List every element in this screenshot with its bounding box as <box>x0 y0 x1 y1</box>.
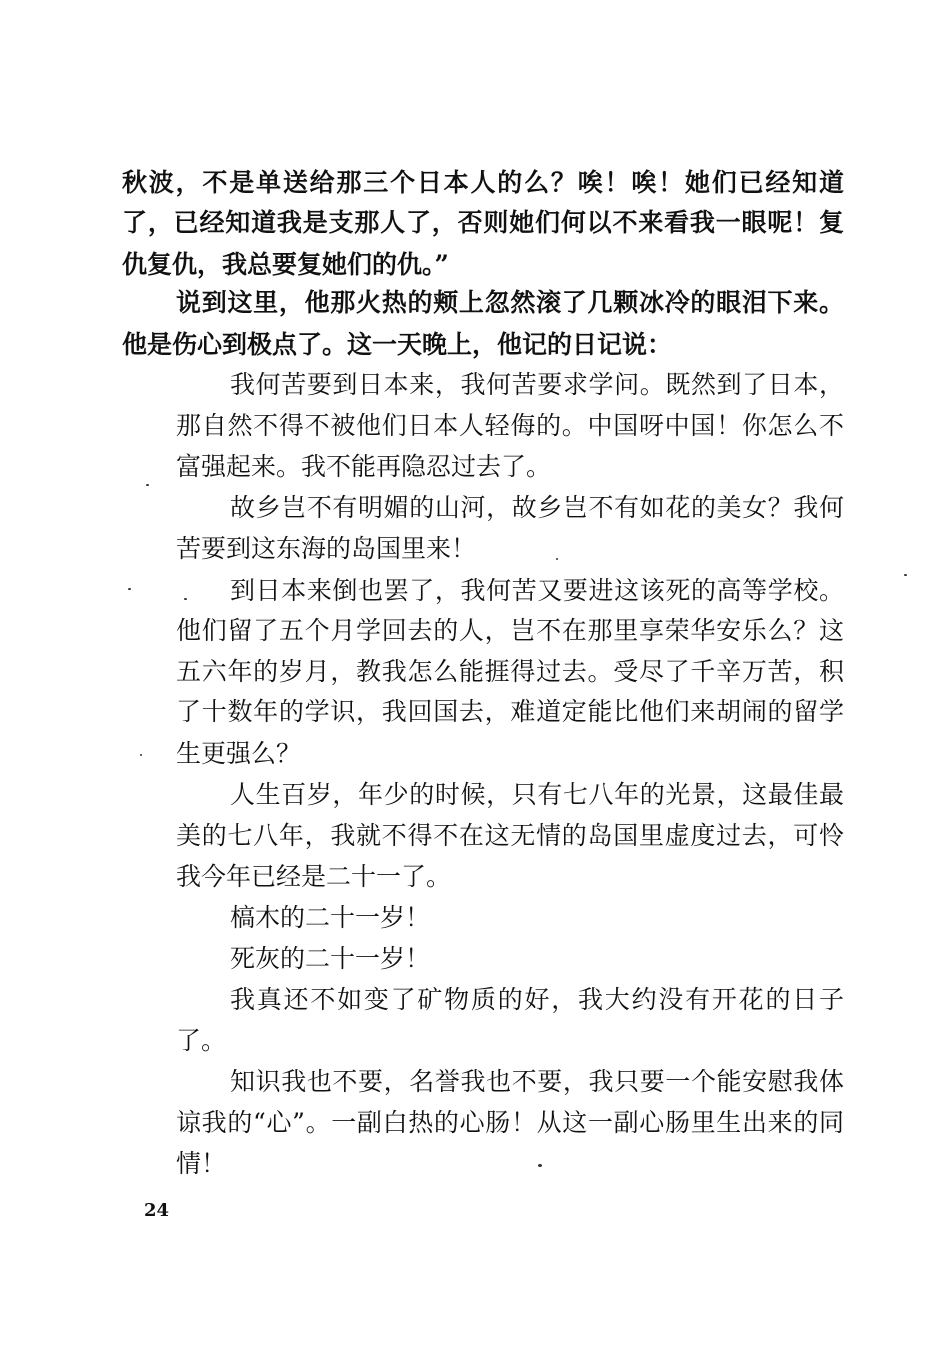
text-line: 我真还不如变了矿物质的好，我大约没有开花的日子 <box>230 985 844 1014</box>
text-line: 苦要到这东海的岛国里来！ <box>176 534 477 563</box>
scan-speck <box>140 754 142 756</box>
text-line: 说到这里，他那火热的颊上忽然滚了几颗冰冷的眼泪下来。 <box>176 288 844 317</box>
text-line: 故乡岂不有明媚的山河，故乡岂不有如花的美女？我何 <box>230 493 844 522</box>
scan-speck <box>128 588 131 590</box>
text-line: 美的七八年，我就不得不在这无情的岛国里虚度过去，可怜 <box>176 821 844 850</box>
scan-speck <box>556 558 558 560</box>
text-line: 他们留了五个月学回去的人，岂不在那里享荣华安乐么？这 <box>176 616 844 645</box>
text-line: 富强起来。我不能再隐忍过去了。 <box>176 452 552 481</box>
text-line: 秋波，不是单送给那三个日本人的么？唉！唉！她们已经知道 <box>122 168 844 197</box>
text-line: 了。 <box>176 1026 227 1055</box>
scan-speck <box>184 598 187 600</box>
scan-speck <box>904 574 907 576</box>
page-number: 24 <box>144 1200 170 1221</box>
text-line: 槁木的二十一岁！ <box>230 903 431 932</box>
scan-speck <box>538 1164 542 1167</box>
text-line: 了十数年的学识，我回国去，难道定能比他们来胡闹的留学 <box>176 697 844 726</box>
text-line: 人生百岁，年少的时候，只有七八年的光景，这最佳最 <box>230 780 844 809</box>
text-line: 知识我也不要，名誉我也不要，我只要一个能安慰我体 <box>230 1067 844 1096</box>
text-line: 我今年已经是二十一了。 <box>176 862 452 891</box>
text-line: 他是伤心到极点了。这一天晚上，他记的日记说： <box>122 330 673 359</box>
text-line: 情！ <box>176 1149 227 1178</box>
text-line: 我何苦要到日本来，我何苦要求学问。既然到了日本， <box>230 370 844 399</box>
text-line: 五六年的岁月，教我怎么能捱得过去。受尽了千辛万苦，积 <box>176 657 844 686</box>
text-line: 仇复仇，我总要复她们的仇。” <box>122 250 449 279</box>
text-line: 那自然不得不被他们日本人轻侮的。中国呀中国！你怎么不 <box>176 411 844 440</box>
text-line: 了，已经知道我是支那人了，否则她们何以不来看我一眼呢！复 <box>122 208 844 237</box>
text-line: 生更强么？ <box>176 739 302 768</box>
text-line: 谅我的“心”。一副白热的心肠！从这一副心肠里生出来的同 <box>176 1108 844 1137</box>
text-line: 到日本来倒也罢了，我何苦又要进这该死的高等学校。 <box>230 576 844 605</box>
scan-speck <box>146 484 149 486</box>
text-line: 死灰的二十一岁！ <box>230 944 431 973</box>
